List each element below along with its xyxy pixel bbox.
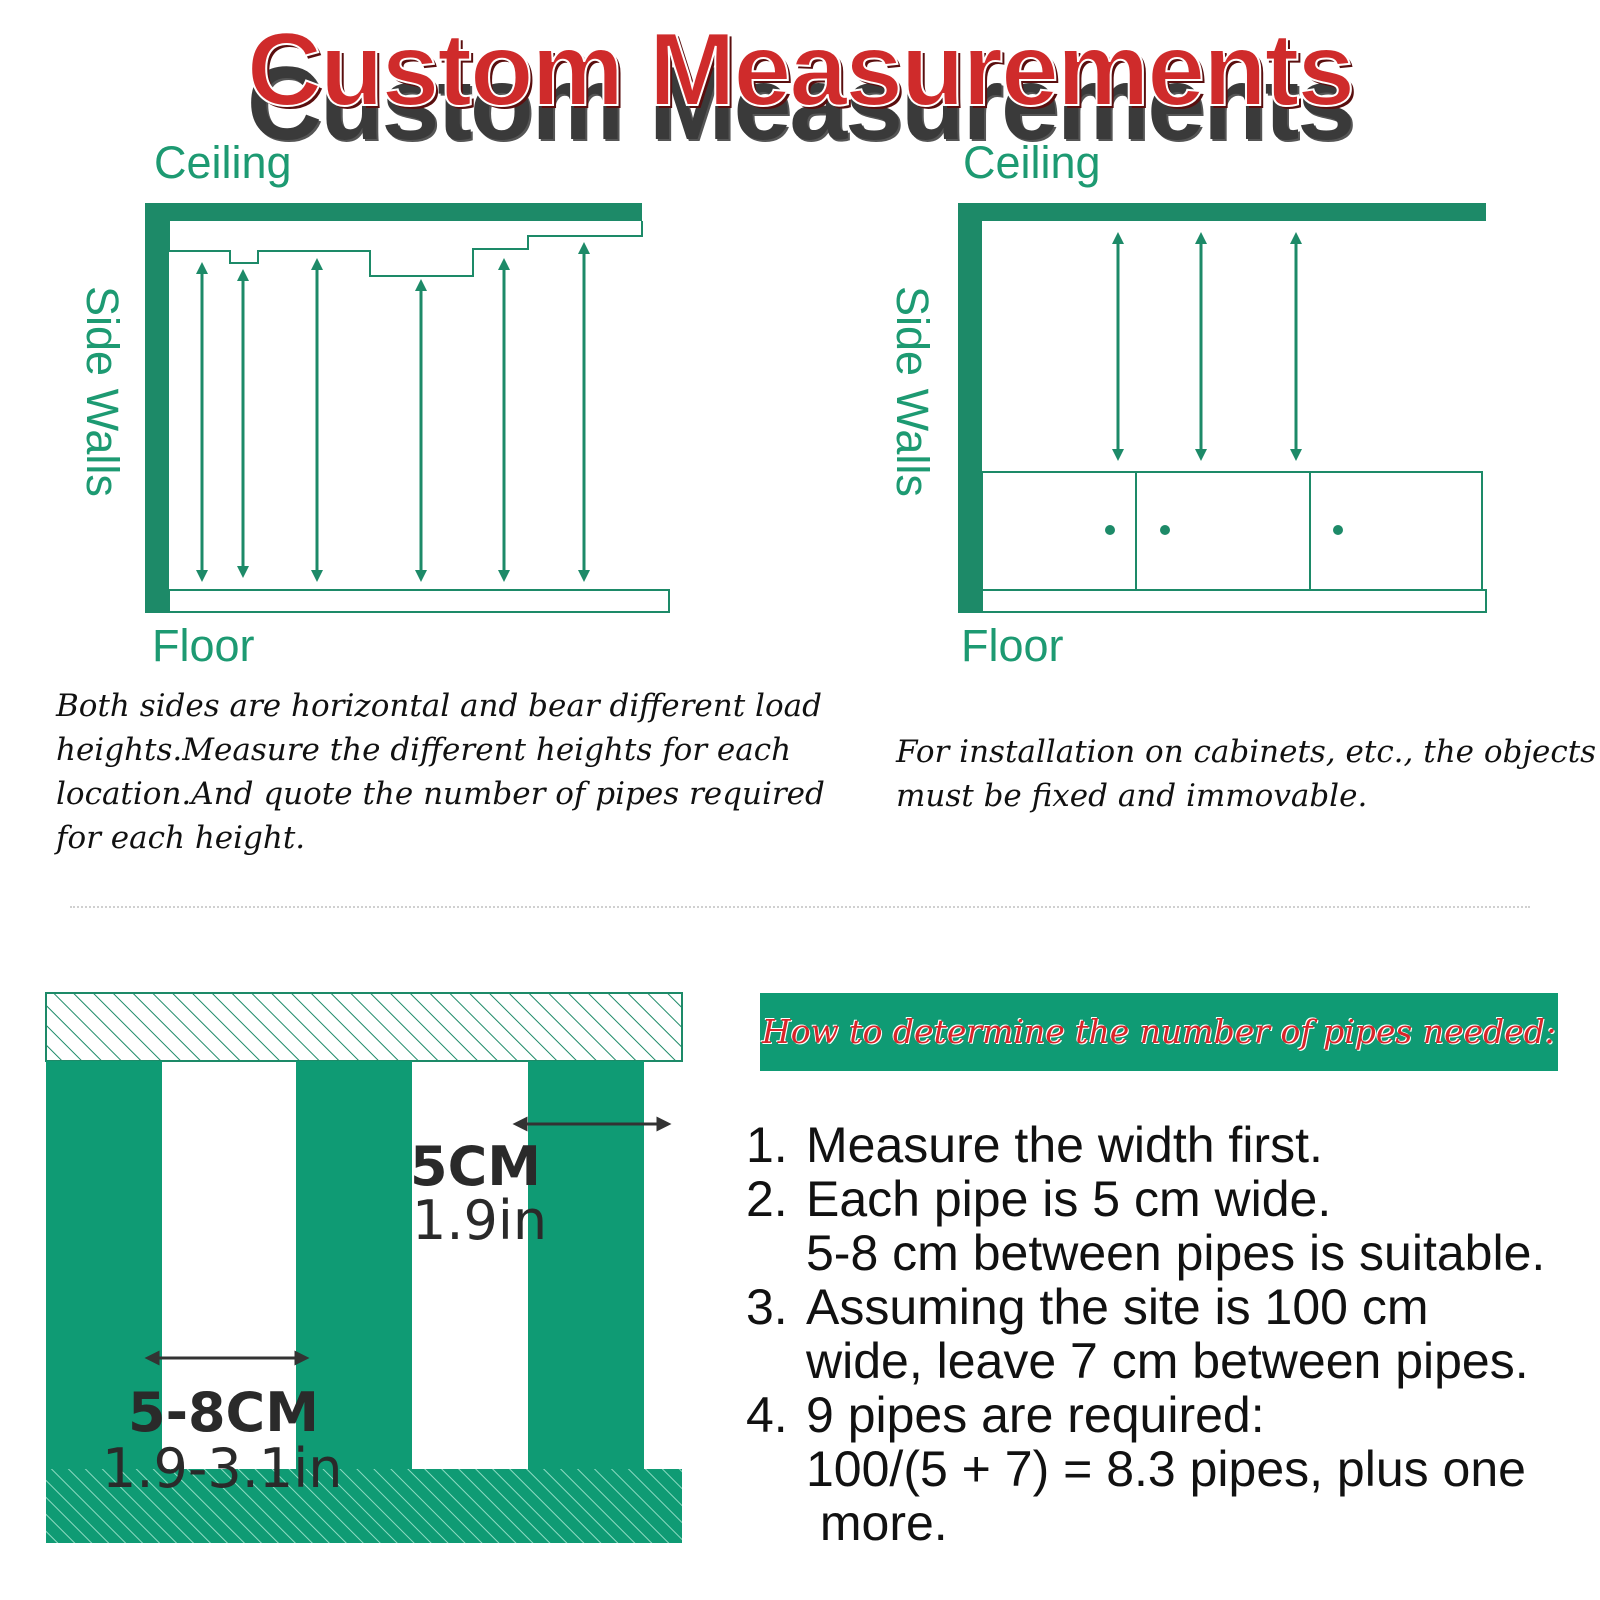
step-number: 1. xyxy=(746,1117,788,1173)
right-floor-label: Floor xyxy=(961,620,1064,671)
pipe xyxy=(528,1061,644,1469)
step-number: 4. xyxy=(746,1387,788,1443)
pipe-width-cm: 5CM xyxy=(410,1135,541,1198)
right-room-diagram xyxy=(800,0,1600,700)
left-ceiling-label: Ceiling xyxy=(154,137,292,188)
right-caption-line: For installation on cabinets, etc., the objects xyxy=(896,734,1597,770)
section-divider xyxy=(70,906,1530,908)
left-side-walls-label: Side Walls xyxy=(77,286,128,497)
instructions-heading: How to determine the number of pipes needed: xyxy=(761,1012,1557,1051)
right-wall xyxy=(958,203,982,613)
list-item xyxy=(746,1280,1545,1388)
list-item xyxy=(746,1388,1545,1550)
step-text: wide, leave 7 cm between pipes. xyxy=(806,1333,1529,1389)
step-text: Measure the width first. xyxy=(806,1117,1323,1173)
list-item xyxy=(746,1172,1545,1280)
instructions-heading-banner xyxy=(760,993,1558,1071)
left-floor-label: Floor xyxy=(152,620,255,671)
list-item xyxy=(746,1118,1545,1172)
gap-width-in: 1.9-3.1in xyxy=(102,1437,343,1500)
step-number: 3. xyxy=(746,1279,788,1335)
right-floor xyxy=(982,590,1486,612)
right-caption xyxy=(896,730,1596,818)
right-caption-line: must be fixed and immovable. xyxy=(896,778,1368,814)
right-side-walls-label: Side Walls xyxy=(887,286,938,497)
right-ceiling xyxy=(958,203,1486,221)
left-caption-line: for each height. xyxy=(56,820,306,856)
left-caption-line: location.And quote the number of pipes required xyxy=(56,776,825,812)
step-text: 5-8 cm between pipes is suitable. xyxy=(806,1225,1546,1281)
left-wall xyxy=(145,203,169,613)
instructions-list xyxy=(746,1118,1545,1550)
uneven-ceiling-outline xyxy=(169,221,642,276)
left-caption xyxy=(56,684,825,860)
gap-width-cm: 5-8CM xyxy=(128,1381,319,1444)
pipe-spacing-diagram xyxy=(0,960,720,1600)
left-caption-line: heights.Measure the different heights for each xyxy=(56,732,792,768)
step-number: 2. xyxy=(746,1171,788,1227)
step-text: Assuming the site is 100 cm xyxy=(806,1279,1429,1335)
left-caption-line: Both sides are horizontal and bear different load xyxy=(56,688,822,724)
step-text: 100/(5 + 7) = 8.3 pipes, plus one xyxy=(806,1441,1526,1497)
step-text: Each pipe is 5 cm wide. xyxy=(806,1171,1332,1227)
ceiling-hatch xyxy=(46,993,682,1061)
cabinet xyxy=(982,472,1482,590)
left-floor xyxy=(169,590,669,612)
step-text: more. xyxy=(806,1495,948,1551)
right-ceiling-label: Ceiling xyxy=(963,137,1101,188)
step-text: 9 pipes are required: xyxy=(806,1387,1265,1443)
left-room-diagram xyxy=(0,0,800,700)
pipe-width-in: 1.9in xyxy=(412,1189,548,1252)
left-ceiling xyxy=(145,203,642,221)
page-title-text: Custom Measurements xyxy=(246,12,1354,128)
